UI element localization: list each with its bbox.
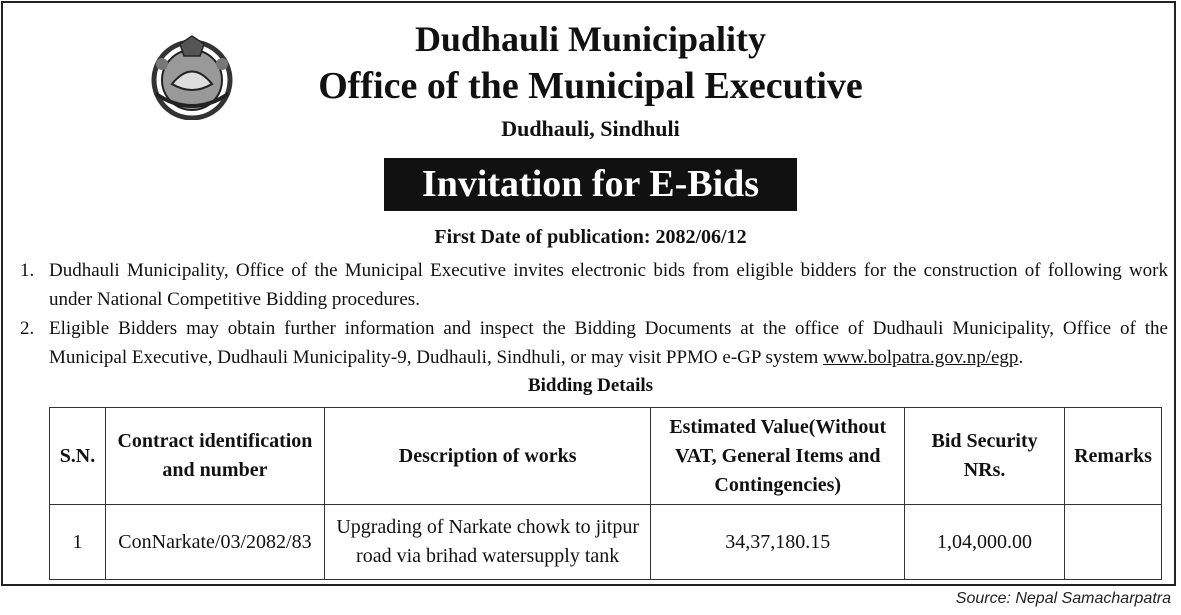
table-header-row	[50, 408, 1162, 505]
paragraph-text	[49, 314, 1168, 372]
header-contract-id: Contract identification and number	[105, 408, 324, 505]
paragraph-1	[20, 256, 1168, 314]
location: Dudhauli, Sindhuli	[501, 116, 680, 141]
header-bid-security: Bid Security NRs.	[905, 408, 1065, 505]
cell-remarks	[1064, 505, 1161, 580]
table-row	[50, 505, 1162, 580]
cell-contract-id: ConNarkate/03/2082/83	[105, 505, 324, 580]
header-sn: S.N.	[50, 408, 106, 505]
paragraph-number: 1.	[20, 260, 35, 281]
header-remarks: Remarks	[1064, 408, 1161, 505]
cell-description: Upgrading of Narkate chowk to jitpur road via brihad watersupply tank	[324, 505, 650, 580]
egp-link[interactable]: www.bolpatra.gov.np/egp	[823, 347, 1019, 368]
table-caption: Bidding Details	[527, 375, 654, 396]
cell-sn: 1	[50, 505, 106, 580]
publication-date: First Date of publication: 2082/06/12	[434, 226, 747, 248]
paragraph-number: 2.	[20, 318, 35, 339]
cell-estimated-value: 34,37,180.15	[651, 505, 905, 580]
header-description: Description of works	[324, 408, 650, 505]
source-credit: Source: Nepal Samacharpatra	[955, 590, 1171, 607]
org-name: Dudhauli Municipality	[414, 19, 767, 59]
paragraph-end: .	[1018, 347, 1024, 368]
paragraph-text-body: Eligible Bidders may obtain further information and inspect the Bidding Documents at the office of Dudhauli Municipality, Office of the Municipal Executive, Dudhauli Municipality-9, Dudhauli, Sindhuli, or may visit PPMO e-GP system	[49, 318, 1168, 368]
paragraph-text: Dudhauli Municipality, Office of the Municipal Executive invites electronic bids from eligible bidders for the construction of following work under National Competitive Bidding procedures.	[49, 260, 1168, 310]
bidding-details-table	[49, 407, 1162, 580]
notice-title-banner: Invitation for E-Bids	[384, 158, 797, 211]
paragraph-2	[20, 314, 1168, 372]
header-estimated-value: Estimated Value(Without VAT, General Items and Contingencies)	[651, 408, 905, 505]
office-name: Office of the Municipal Executive	[318, 65, 863, 107]
cell-bid-security: 1,04,000.00	[905, 505, 1065, 580]
